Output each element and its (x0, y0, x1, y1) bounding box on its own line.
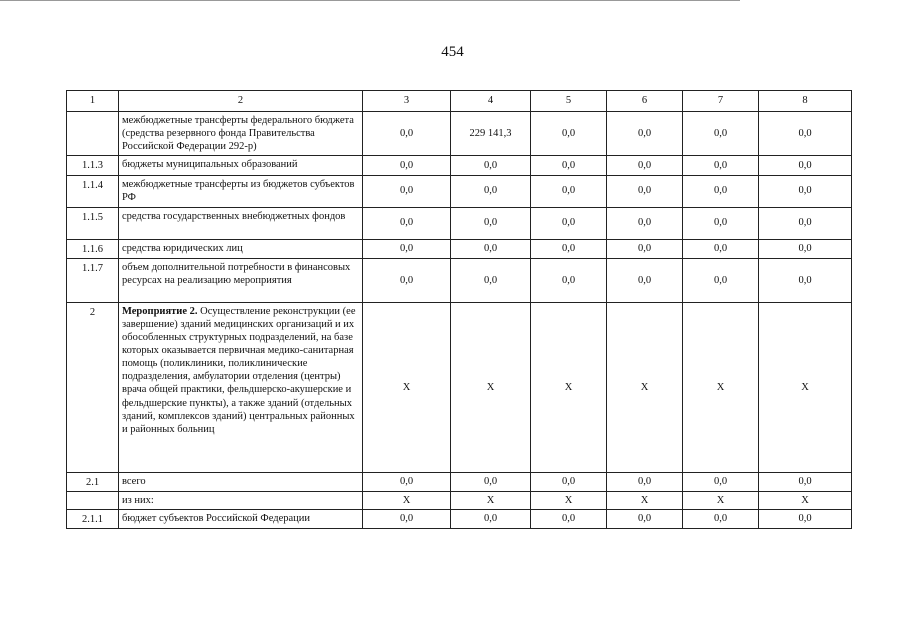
row-description-text: объем дополнительной потребности в финансовых ресурсах на реализацию мероприятия (122, 261, 351, 286)
value-cell: 0,0 (683, 175, 759, 207)
table-row (67, 472, 852, 491)
column-header: 2 (119, 91, 363, 112)
value-cell: 0,0 (759, 472, 852, 491)
row-number: 1.1.7 (67, 258, 119, 302)
value-cell: X (759, 302, 852, 472)
value-cell: 0,0 (531, 239, 607, 258)
row-description (119, 509, 363, 528)
value-cell: 0,0 (363, 239, 451, 258)
row-number: 1.1.6 (67, 239, 119, 258)
value-cell: X (531, 491, 607, 509)
value-cell: 0,0 (607, 156, 683, 175)
value-cell: 0,0 (363, 509, 451, 528)
value-cell: 0,0 (683, 112, 759, 156)
value-cell: 0,0 (607, 509, 683, 528)
value-cell: 0,0 (531, 509, 607, 528)
value-cell: 0,0 (451, 472, 531, 491)
value-cell: 0,0 (607, 207, 683, 239)
page-number: 454 (441, 44, 464, 60)
table-row (67, 207, 852, 239)
value-cell: 0,0 (759, 156, 852, 175)
value-cell: 0,0 (363, 156, 451, 175)
value-cell: 0,0 (531, 472, 607, 491)
value-cell: 0,0 (683, 258, 759, 302)
value-cell: 229 141,3 (451, 112, 531, 156)
column-header: 6 (607, 91, 683, 112)
value-cell: 0,0 (531, 112, 607, 156)
value-cell: 0,0 (531, 175, 607, 207)
row-description-text: межбюджетные трансферты федерального бюджета (средства резервного фонда Правительства Российской Федерации 292-р) (122, 115, 354, 153)
row-description-text: межбюджетные трансферты из бюджетов субъектов РФ (122, 178, 355, 203)
row-number: 2.1.1 (67, 509, 119, 528)
value-cell: 0,0 (683, 207, 759, 239)
table-row (67, 509, 852, 528)
row-number: 2.1 (67, 472, 119, 491)
table-row (67, 258, 852, 302)
value-cell: 0,0 (451, 509, 531, 528)
value-cell: 0,0 (759, 112, 852, 156)
value-cell: 0,0 (683, 472, 759, 491)
column-header: 8 (759, 91, 852, 112)
value-cell: 0,0 (451, 239, 531, 258)
value-cell: 0,0 (531, 207, 607, 239)
table-row (67, 239, 852, 258)
row-number: 1.1.3 (67, 156, 119, 175)
row-description (119, 207, 363, 239)
value-cell: 0,0 (531, 156, 607, 175)
value-cell: 0,0 (683, 156, 759, 175)
value-cell: 0,0 (759, 207, 852, 239)
value-cell: X (363, 491, 451, 509)
column-header: 1 (67, 91, 119, 112)
table-row (67, 302, 852, 472)
row-number (67, 112, 119, 156)
column-header: 4 (451, 91, 531, 112)
value-cell: 0,0 (451, 175, 531, 207)
value-cell: 0,0 (363, 258, 451, 302)
row-description (119, 302, 363, 472)
value-cell: 0,0 (607, 112, 683, 156)
row-description-text: из них: (122, 494, 154, 506)
value-cell: 0,0 (607, 472, 683, 491)
value-cell: 0,0 (683, 239, 759, 258)
row-description-text: Осуществление реконструкции (ее завершение) зданий медицинских организаций и их обособленных структурных подразделений, на базе которых оказывается первичная медико-санитарная помощь (поликлиники, поликлинические подразделения, амбулатории отделения (центры) врача общей практики, фельдшерско-акушерские и фельдшерские пункты), а также зданий (отдельных зданий, комплексов зданий) центральных районных и районных больниц (122, 305, 356, 435)
value-cell: 0,0 (607, 258, 683, 302)
row-description (119, 472, 363, 491)
row-description (119, 156, 363, 175)
value-cell: 0,0 (363, 472, 451, 491)
value-cell: 0,0 (759, 258, 852, 302)
value-cell: X (607, 302, 683, 472)
value-cell: X (531, 302, 607, 472)
budget-table (66, 90, 852, 529)
value-cell: X (451, 491, 531, 509)
column-header: 3 (363, 91, 451, 112)
value-cell: X (683, 302, 759, 472)
row-description-text: бюджеты муниципальных образований (122, 159, 298, 171)
value-cell: X (451, 302, 531, 472)
value-cell: 0,0 (451, 258, 531, 302)
table-row (67, 156, 852, 175)
row-description (119, 112, 363, 156)
row-description (119, 258, 363, 302)
value-cell: 0,0 (759, 175, 852, 207)
value-cell: 0,0 (759, 239, 852, 258)
table-row (67, 491, 852, 509)
row-description-bold: Мероприятие 2. (122, 305, 198, 317)
value-cell: 0,0 (531, 258, 607, 302)
value-cell: 0,0 (451, 156, 531, 175)
column-header: 7 (683, 91, 759, 112)
row-description-text: средства юридических лиц (122, 242, 243, 254)
row-number (67, 491, 119, 509)
value-cell: 0,0 (363, 207, 451, 239)
value-cell: 0,0 (451, 207, 531, 239)
row-description (119, 239, 363, 258)
value-cell: X (607, 491, 683, 509)
row-description (119, 175, 363, 207)
row-number: 2 (67, 302, 119, 472)
value-cell: 0,0 (363, 112, 451, 156)
table-row (67, 175, 852, 207)
value-cell: 0,0 (363, 175, 451, 207)
value-cell: 0,0 (759, 509, 852, 528)
table-header-row (67, 91, 852, 112)
row-number: 1.1.5 (67, 207, 119, 239)
row-description-text: бюджет субъектов Российской Федерации (122, 512, 310, 524)
row-description (119, 491, 363, 509)
value-cell: X (683, 491, 759, 509)
value-cell: 0,0 (607, 175, 683, 207)
value-cell: 0,0 (683, 509, 759, 528)
value-cell: 0,0 (607, 239, 683, 258)
top-scan-edge (0, 0, 740, 1)
row-description-text: средства государственных внебюджетных фондов (122, 210, 346, 222)
table-row (67, 112, 852, 156)
value-cell: X (759, 491, 852, 509)
value-cell: X (363, 302, 451, 472)
row-number: 1.1.4 (67, 175, 119, 207)
row-description-text: всего (122, 475, 146, 487)
column-header: 5 (531, 91, 607, 112)
